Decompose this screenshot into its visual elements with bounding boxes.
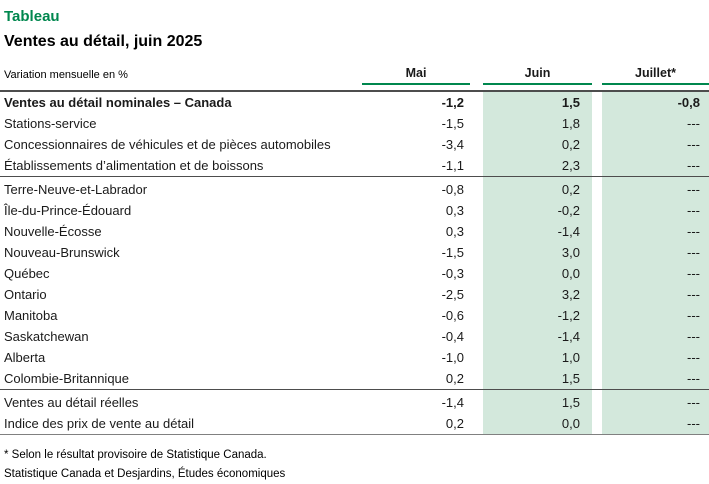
table-row xyxy=(0,177,709,201)
column-gap xyxy=(470,177,483,201)
table-row xyxy=(0,200,709,221)
column-header-row xyxy=(0,54,709,84)
column-gap xyxy=(470,368,483,390)
value-juillet: --- xyxy=(602,113,709,134)
column-gap xyxy=(592,284,602,305)
column-gap xyxy=(592,155,602,177)
value-juin: 3,2 xyxy=(483,284,592,305)
value-mai: -1,1 xyxy=(441,158,464,173)
column-gap xyxy=(592,91,602,113)
row-label: Stations-service xyxy=(4,116,97,131)
value-mai: -0,6 xyxy=(441,308,464,323)
table-body xyxy=(0,91,709,435)
column-gap xyxy=(592,326,602,347)
column-gap xyxy=(592,177,602,201)
table-row xyxy=(0,134,709,155)
value-mai: -1,5 xyxy=(441,116,464,131)
column-gap xyxy=(470,326,483,347)
unit-label: Variation mensuelle en % xyxy=(4,69,128,81)
header-spacer-row xyxy=(0,84,709,91)
value-juin: 1,0 xyxy=(483,347,592,368)
data-table xyxy=(0,54,709,435)
value-juillet: --- xyxy=(602,177,709,201)
column-header-juillet: Juillet* xyxy=(602,54,709,84)
value-juin: -0,2 xyxy=(483,200,592,221)
column-gap xyxy=(470,284,483,305)
column-gap xyxy=(470,390,483,414)
row-label: Manitoba xyxy=(4,308,58,323)
table-row xyxy=(0,221,709,242)
column-gap xyxy=(592,221,602,242)
value-juin: 3,0 xyxy=(483,242,592,263)
column-gap xyxy=(592,113,602,134)
column-gap xyxy=(470,221,483,242)
column-gap xyxy=(470,54,483,84)
value-mai: -1,5 xyxy=(441,245,464,260)
row-label: Québec xyxy=(4,266,50,281)
page-title: Ventes au détail, juin 2025 xyxy=(4,33,203,50)
value-juin: 1,8 xyxy=(483,113,592,134)
column-gap xyxy=(470,305,483,326)
column-header-juin: Juin xyxy=(483,54,592,84)
column-gap xyxy=(470,242,483,263)
value-juillet: --- xyxy=(602,305,709,326)
footnotes xyxy=(0,446,709,484)
value-juillet: --- xyxy=(602,284,709,305)
column-gap xyxy=(470,155,483,177)
value-mai: -2,5 xyxy=(441,287,464,302)
value-juillet: --- xyxy=(602,390,709,414)
table-kicker: Tableau xyxy=(4,8,60,25)
table-header xyxy=(0,54,709,91)
value-mai: -0,4 xyxy=(441,329,464,344)
value-mai: -1,4 xyxy=(362,390,470,414)
row-label: Alberta xyxy=(4,350,46,365)
value-juin: 1,5 xyxy=(483,91,592,113)
value-juin: 0,0 xyxy=(483,263,592,284)
value-juillet: --- xyxy=(602,155,709,177)
column-gap xyxy=(470,263,483,284)
column-header-mai: Mai xyxy=(362,54,470,84)
value-mai: -0,8 xyxy=(362,177,470,201)
table-row xyxy=(0,113,709,134)
value-juin: 2,3 xyxy=(483,155,592,177)
value-mai: 0,3 xyxy=(445,203,464,218)
table-row xyxy=(0,263,709,284)
value-mai: -3,4 xyxy=(441,137,464,152)
column-gap xyxy=(592,134,602,155)
value-juin: 0,0 xyxy=(483,413,592,435)
footnote-provisional: * Selon le résultat provisoire de Statistique Canada. xyxy=(4,449,267,461)
table-row xyxy=(0,305,709,326)
value-mai: -1,2 xyxy=(362,91,470,113)
value-juin: 1,5 xyxy=(483,390,592,414)
column-gap xyxy=(470,347,483,368)
row-label: Saskatchewan xyxy=(4,329,89,344)
table-row xyxy=(0,390,709,414)
value-juillet: --- xyxy=(602,200,709,221)
column-gap xyxy=(592,390,602,414)
value-mai: 0,2 xyxy=(445,371,464,386)
table-row xyxy=(0,91,709,113)
value-mai: -1,0 xyxy=(441,350,464,365)
row-label: Île-du-Prince-Édouard xyxy=(4,203,132,218)
row-label: Nouveau-Brunswick xyxy=(4,245,120,260)
value-juillet: --- xyxy=(602,134,709,155)
value-juillet: --- xyxy=(602,413,709,435)
value-juin: -1,4 xyxy=(483,221,592,242)
column-gap xyxy=(470,134,483,155)
source-line: Statistique Canada et Desjardins, Études économiques xyxy=(4,468,286,480)
column-gap xyxy=(470,413,483,435)
row-label: Colombie-Britannique xyxy=(4,371,130,386)
row-label: Établissements d’alimentation et de boissons xyxy=(4,158,264,173)
value-juillet: --- xyxy=(602,347,709,368)
row-label: Ontario xyxy=(4,287,47,302)
row-label: Ventes au détail réelles xyxy=(0,390,362,414)
table-row xyxy=(0,368,709,390)
value-juin: 1,5 xyxy=(483,368,592,390)
column-gap xyxy=(470,113,483,134)
column-gap xyxy=(592,242,602,263)
column-gap xyxy=(470,91,483,113)
value-juin: 0,2 xyxy=(483,177,592,201)
table-row xyxy=(0,155,709,177)
value-mai: 0,2 xyxy=(362,413,470,435)
table-row xyxy=(0,413,709,435)
value-mai: -0,3 xyxy=(441,266,464,281)
value-juillet: -0,8 xyxy=(602,91,709,113)
row-label: Nouvelle-Écosse xyxy=(4,224,102,239)
column-gap xyxy=(592,200,602,221)
value-juillet: --- xyxy=(602,368,709,390)
column-gap xyxy=(592,413,602,435)
column-gap xyxy=(592,305,602,326)
column-gap xyxy=(592,54,602,84)
value-juillet: --- xyxy=(602,326,709,347)
row-label: Concessionnaires de véhicules et de pièces automobiles xyxy=(4,137,331,152)
column-gap xyxy=(592,368,602,390)
column-gap xyxy=(592,263,602,284)
column-gap xyxy=(470,200,483,221)
table-row xyxy=(0,284,709,305)
value-juin: -1,4 xyxy=(483,326,592,347)
value-mai: 0,3 xyxy=(445,224,464,239)
column-gap xyxy=(592,347,602,368)
value-juillet: --- xyxy=(602,221,709,242)
row-label: Terre-Neuve-et-Labrador xyxy=(0,177,362,201)
row-label: Ventes au détail nominales – Canada xyxy=(0,91,362,113)
table-row xyxy=(0,242,709,263)
table-row xyxy=(0,347,709,368)
value-juillet: --- xyxy=(602,242,709,263)
value-juillet: --- xyxy=(602,263,709,284)
value-juin: -1,2 xyxy=(483,305,592,326)
value-juin: 0,2 xyxy=(483,134,592,155)
table-row xyxy=(0,326,709,347)
row-label: Indice des prix de vente au détail xyxy=(0,413,362,435)
